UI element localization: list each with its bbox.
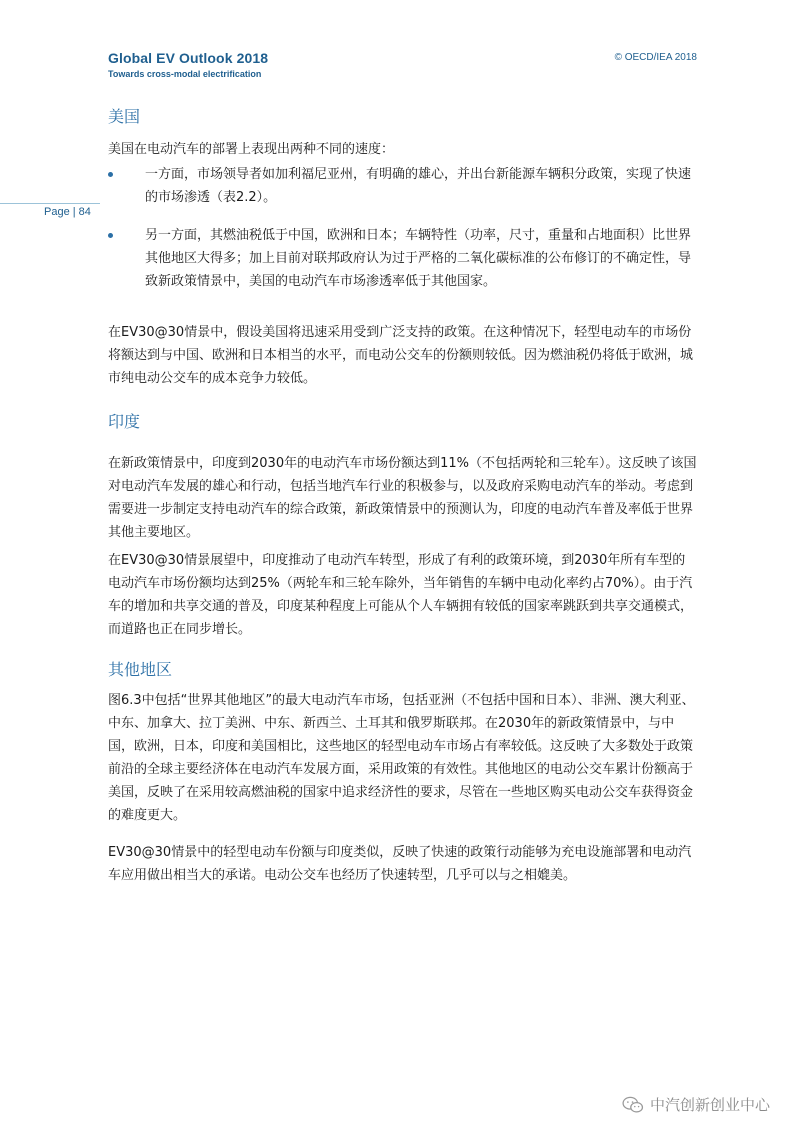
page-divider (0, 203, 100, 204)
copyright-notice: © OECD/IEA 2018 (614, 52, 697, 63)
usa-bullet-1-text: 一方面，市场领导者如加利福尼亚州，有明确的雄心，并出台新能源车辆积分政策，实现了快速的市场渗透（表2.2）。 (145, 167, 692, 205)
watermark (622, 1094, 770, 1115)
india-paragraph-1: 在新政策情景中，印度到2030年的电动汽车市场份额达到11%（不包括两轮和三轮车）。这反映了该国对电动汽车发展的雄心和行动，包括当地汽车行业的积极参与，以及政府采购电动汽车的举动。考虑到需要进一步制定支持电动汽车的综合政策，新政策情景中的预测认为，印度的电动汽车普及率低于世界其他主要地区。 (108, 456, 697, 540)
bullet-icon (108, 233, 113, 238)
usa-intro: 美国在电动汽车的部署上表现出两种不同的速度： (108, 142, 395, 157)
bullet-icon (108, 172, 113, 177)
report-title: Global EV Outlook 2018 (108, 50, 269, 66)
others-paragraph-1: 图6.3中包括“世界其他地区”的最大电动汽车市场，包括亚洲（不包括中国和日本）、非洲、澳大利亚、中东、加拿大、拉丁美洲、中东、新西兰、土耳其和俄罗斯联邦。在2030年的新政策情景中，与中国，欧洲，日本，印度和美国相比，这些地区的轻型电动车市场占有率较低。这反映了大多数处于政策前沿的全球主要经济体在电动汽车发展方面，采用政策的有效性。其他地区的电动公交车累计份额高于美国，反映了在采用较高燃油税的国家中追求经济性的要求，尽管在一些地区购买电动公交车获得资金的难度更大。 (108, 693, 695, 823)
page-number: Page | 84 (44, 206, 91, 218)
section-heading-others: 其他地区 (108, 660, 173, 679)
usa-paragraph: 在EV30@30情景中，假设美国将迅速采用受到广泛支持的政策。在这种情况下，轻型电动车的市场份将额达到与中国、欧洲和日本相当的水平，而电动公交车的份额则较低。因为燃油税仍将低于欧洲，城市纯电动公交车的成本竞争力较低。 (108, 325, 694, 386)
report-subtitle: Towards cross-modal electrification (108, 69, 262, 79)
others-paragraph-2: EV30@30情景中的轻型电动车份额与印度类似，反映了快速的政策行动能够为充电设施部署和电动汽车应用做出相当大的承诺。电动公交车也经历了快速转型，几乎可以与之相媲美。 (108, 845, 692, 883)
wechat-icon (622, 1096, 644, 1114)
india-paragraph-2: 在EV30@30情景展望中，印度推动了电动汽车转型，形成了有利的政策环境，到2030年所有车型的电动汽车市场份额均达到25%（两轮车和三轮车除外，当年销售的车辆中电动化率约占70%）。由于汽车的增加和共享交通的普及，印度某种程度上可能从个人车辆拥有较低的国家率跳跃到共享交通模式，而道路也正在同步增长。 (108, 553, 694, 637)
section-heading-usa: 美国 (108, 107, 141, 126)
section-heading-india: 印度 (108, 412, 141, 431)
usa-bullet-2-text: 另一方面，其燃油税低于中国，欧洲和日本；车辆特性（功率，尺寸，重量和占地面积）比世界其他地区大得多；加上目前对联邦政府认为过于严格的二氧化碳标准的公布修订的不确定性，导致新政策情景中，美国的电动汽车市场渗透率低于其他国家。 (145, 228, 692, 289)
watermark-text: 中汽创新创业中心 (649, 1096, 770, 1114)
